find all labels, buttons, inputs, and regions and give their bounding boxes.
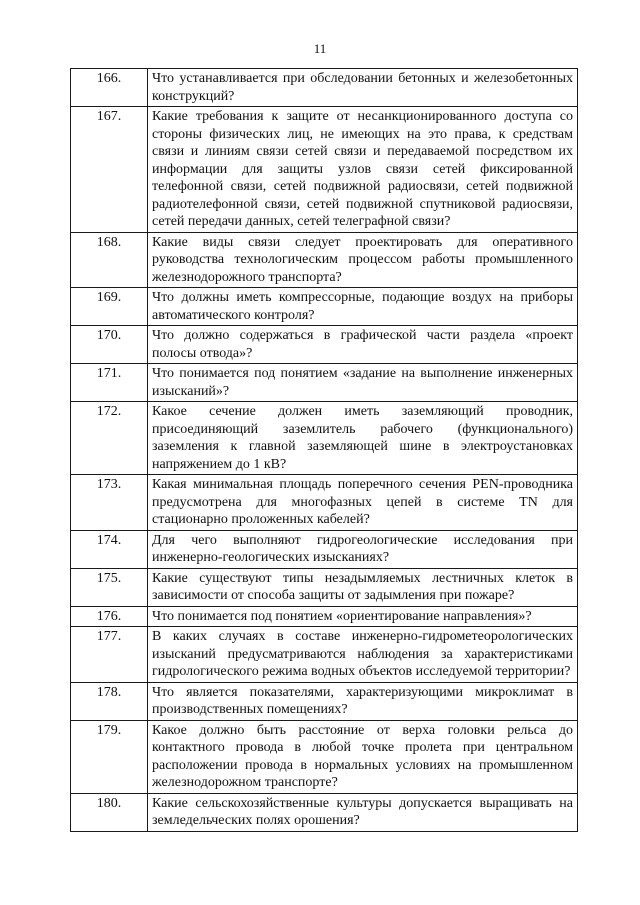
- table-row: [71, 627, 578, 683]
- question-text: Что является показателями, характеризующими микроклимат в производственных помещениях?: [148, 682, 578, 720]
- questions-table-body: [71, 69, 578, 832]
- table-row: [71, 288, 578, 326]
- question-number: 172.: [71, 402, 148, 475]
- table-row: [71, 793, 578, 831]
- table-row: [71, 232, 578, 288]
- table-row: [71, 475, 578, 531]
- question-number: 175.: [71, 568, 148, 606]
- table-row: [71, 530, 578, 568]
- question-text: Какие существуют типы незадымляемых лестничных клеток в зависимости от способа защиты от задымления при пожаре?: [148, 568, 578, 606]
- question-text: Что должны иметь компрессорные, подающие воздух на приборы автоматического контроля?: [148, 288, 578, 326]
- question-number: 171.: [71, 364, 148, 402]
- question-text: Для чего выполняют гидрогеологические исследования при инженерно-геологических изысканиях?: [148, 530, 578, 568]
- question-text: Какое сечение должен иметь заземляющий проводник, присоединяющий заземлитель рабочего (функционального) заземления к главной заземляющей шине в электроустановках напряжением до 1 кВ?: [148, 402, 578, 475]
- question-number: 170.: [71, 326, 148, 364]
- question-text: Что понимается под понятием «ориентирование направления»?: [148, 606, 578, 627]
- table-row: [71, 107, 578, 233]
- question-number: 179.: [71, 720, 148, 793]
- question-number: 168.: [71, 232, 148, 288]
- question-number: 177.: [71, 627, 148, 683]
- question-text: Какие сельскохозяйственные культуры допускается выращивать на земледельческих полях орошения?: [148, 793, 578, 831]
- table-row: [71, 720, 578, 793]
- question-number: 178.: [71, 682, 148, 720]
- question-text: Что должно содержаться в графической части раздела «проект полосы отвода»?: [148, 326, 578, 364]
- question-text: Какие требования к защите от несанкционированного доступа со стороны физических лиц, не имеющих на это права, к средствам связи и линиям связи сетей связи и передаваемой посредством их информации для защиты узлов связи сетей фиксированной телефонной связи, сетей подвижной радиосвязи, сетей подвижной радиотелефонной связи, сетей подвижной спутниковой радиосвязи, сетей передачи данных, сетей телеграфной связи?: [148, 107, 578, 233]
- question-number: 180.: [71, 793, 148, 831]
- question-text: Какое должно быть расстояние от верха головки рельса до контактного провода в любой точке пролета при центральном расположении провода в нормальных условиях на промышленном железнодорожном транспорте?: [148, 720, 578, 793]
- table-row: [71, 69, 578, 107]
- question-number: 166.: [71, 69, 148, 107]
- table-row: [71, 606, 578, 627]
- question-number: 176.: [71, 606, 148, 627]
- question-text: Какие виды связи следует проектировать для оперативного руководства технологическим процессом работы промышленного железнодорожного транспорта?: [148, 232, 578, 288]
- table-row: [71, 364, 578, 402]
- question-text: Что устанавливается при обследовании бетонных и железобетонных конструкций?: [148, 69, 578, 107]
- table-row: [71, 682, 578, 720]
- questions-table: [70, 68, 578, 832]
- question-number: 169.: [71, 288, 148, 326]
- question-number: 167.: [71, 107, 148, 233]
- question-text: Какая минимальная площадь поперечного сечения PEN-проводника предусмотрена для многофазных цепей в системе TN для стационарно проложенных кабелей?: [148, 475, 578, 531]
- page-number: 11: [313, 41, 327, 56]
- table-row: [71, 568, 578, 606]
- question-number: 174.: [71, 530, 148, 568]
- question-text: Что понимается под понятием «задание на выполнение инженерных изысканий»?: [148, 364, 578, 402]
- question-text: В каких случаях в составе инженерно-гидрометеорологических изысканий предусматриваются наблюдения за характеристиками гидрологического режима водных объектов исследуемой территории?: [148, 627, 578, 683]
- table-row: [71, 402, 578, 475]
- table-row: [71, 326, 578, 364]
- question-number: 173.: [71, 475, 148, 531]
